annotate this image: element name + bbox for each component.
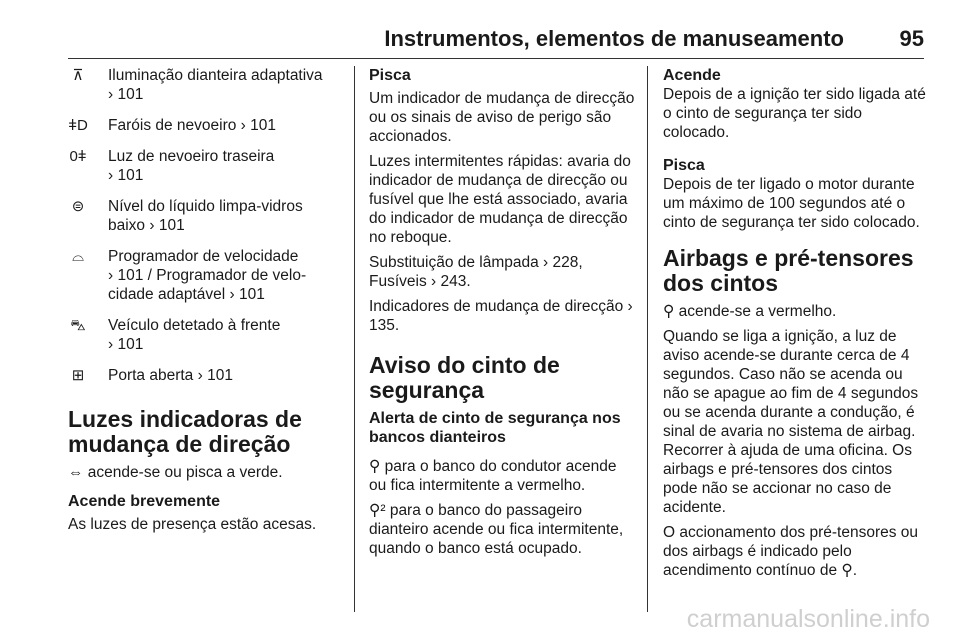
indicator-ref[interactable]: baixo › 101 [108, 217, 185, 234]
belt-blink-heading: Pisca [663, 157, 705, 174]
brief-heading: Acende brevemente [68, 493, 221, 510]
indicator-adaptive-headlight [68, 66, 338, 104]
column-divider-1 [354, 66, 355, 612]
door-open-icon: ⊞ [71, 367, 85, 384]
airbag-p2: Quando se liga a ignição, a luz de aviso acende-se durante cerca de 4 segundos. Caso não se acenda ou não se apague ao fim de 4 segundos ou se acenda durante a condução, é sinal de avaria no sistema de airbag. Recorrer à ajuda de uma oficina. Os airbags e pré-tensores dos cintos pode não se accionar no caso de acidente. [663, 328, 919, 516]
indicator-front-fog [68, 116, 338, 135]
washer-fluid-icon: ⊜ [71, 198, 85, 215]
column-2 [369, 66, 635, 564]
turn-blink-p3[interactable]: Substituição de lâmpada › 228, Fusíveis › 243. [369, 254, 583, 290]
seatbelt-subheading: Alerta de cinto de segurança nos bancos dianteiros [369, 410, 621, 446]
acende-heading: Acende [663, 67, 721, 84]
rear-fog-light-icon: 0ǂ [69, 148, 87, 165]
indicator-ref[interactable]: › 101 / Programador de velo- [108, 267, 307, 284]
page-title: Instrumentos, elementos de manuseamento [384, 26, 844, 51]
indicator-ref-2[interactable]: cidade adaptável › 101 [108, 286, 265, 303]
page-header [68, 26, 924, 58]
brief-text: As luzes de presença estão acesas. [68, 516, 317, 533]
turn-signal-heading: Luzes indicadoras de mudança de direção [68, 406, 302, 457]
indicator-vehicle-ahead [68, 316, 338, 354]
turn-signal-text: ⇔ acende-se ou pisca a verde. [68, 464, 283, 481]
indicator-text: Programador de velocidade [108, 248, 299, 265]
column-3 [663, 66, 927, 586]
indicator-rear-fog [68, 147, 338, 185]
acende-text: Depois de a ignição ter sido ligada até o cinto de segurança ter sido colocado. [663, 86, 926, 141]
vehicle-ahead-icon: ⛍ [70, 317, 86, 334]
indicator-ref[interactable]: › 101 [108, 86, 144, 103]
header-divider [68, 58, 924, 59]
adaptive-headlight-icon: ⊼ [72, 67, 84, 84]
indicator-cruise-control [68, 247, 338, 304]
indicator-ref[interactable]: › 101 [108, 167, 144, 184]
indicator-washer-fluid [68, 197, 338, 235]
indicator-text: Luz de nevoeiro traseira [108, 148, 275, 165]
indicator-text: Veículo detetado à frente [108, 317, 281, 334]
turn-blink-p2: Luzes intermitentes rápidas: avaria do indicador de mudança de direcção ou fusível que lhe está associado, avaria do indicador de mudança de direcção no reboque. [369, 153, 631, 246]
turn-blink-heading: Pisca [369, 67, 411, 84]
turn-blink-p4[interactable]: Indicadores de mudança de direcção › 135. [369, 298, 633, 334]
belt-blink-text: Depois de ter ligado o motor durante um máximo de 100 segundos até o cinto de segurança ter sido colocado. [663, 176, 920, 231]
seatbelt-heading: Aviso do cinto de segurança [369, 352, 560, 403]
watermark: carmanualsonline.info [686, 605, 930, 633]
airbag-p1: ⚲ acende-se a vermelho. [663, 303, 837, 320]
front-fog-light-icon: ǂD [68, 117, 88, 134]
turn-blink-p1: Um indicador de mudança de direcção ou os sinais de aviso de perigo são accionados. [369, 90, 635, 145]
indicator-text[interactable]: Faróis de nevoeiro › 101 [108, 117, 277, 134]
airbag-heading: Airbags e pré-tensores dos cintos [663, 245, 914, 296]
indicator-text: Iluminação dianteira adaptativa [108, 67, 323, 84]
indicator-ref[interactable]: › 101 [108, 336, 144, 353]
column-1 [68, 66, 338, 540]
column-divider-2 [647, 66, 648, 612]
page-number: 95 [899, 26, 924, 51]
cruise-control-icon: ⌓ [72, 248, 84, 265]
indicator-text[interactable]: Porta aberta › 101 [108, 367, 233, 384]
seatbelt-p1: ⚲ para o banco do condutor acende ou fica intermitente a vermelho. [369, 458, 617, 494]
indicator-door-open [68, 366, 338, 385]
airbag-p3: O accionamento dos pré-tensores ou dos airbags é indicado pelo acendimento contínuo de ⚲. [663, 524, 919, 579]
seatbelt-p2: ⚲² para o banco do passageiro dianteiro acende ou fica intermitente, quando o banco está ocupado. [369, 502, 624, 557]
indicator-text: Nível do líquido limpa-vidros [108, 198, 303, 215]
